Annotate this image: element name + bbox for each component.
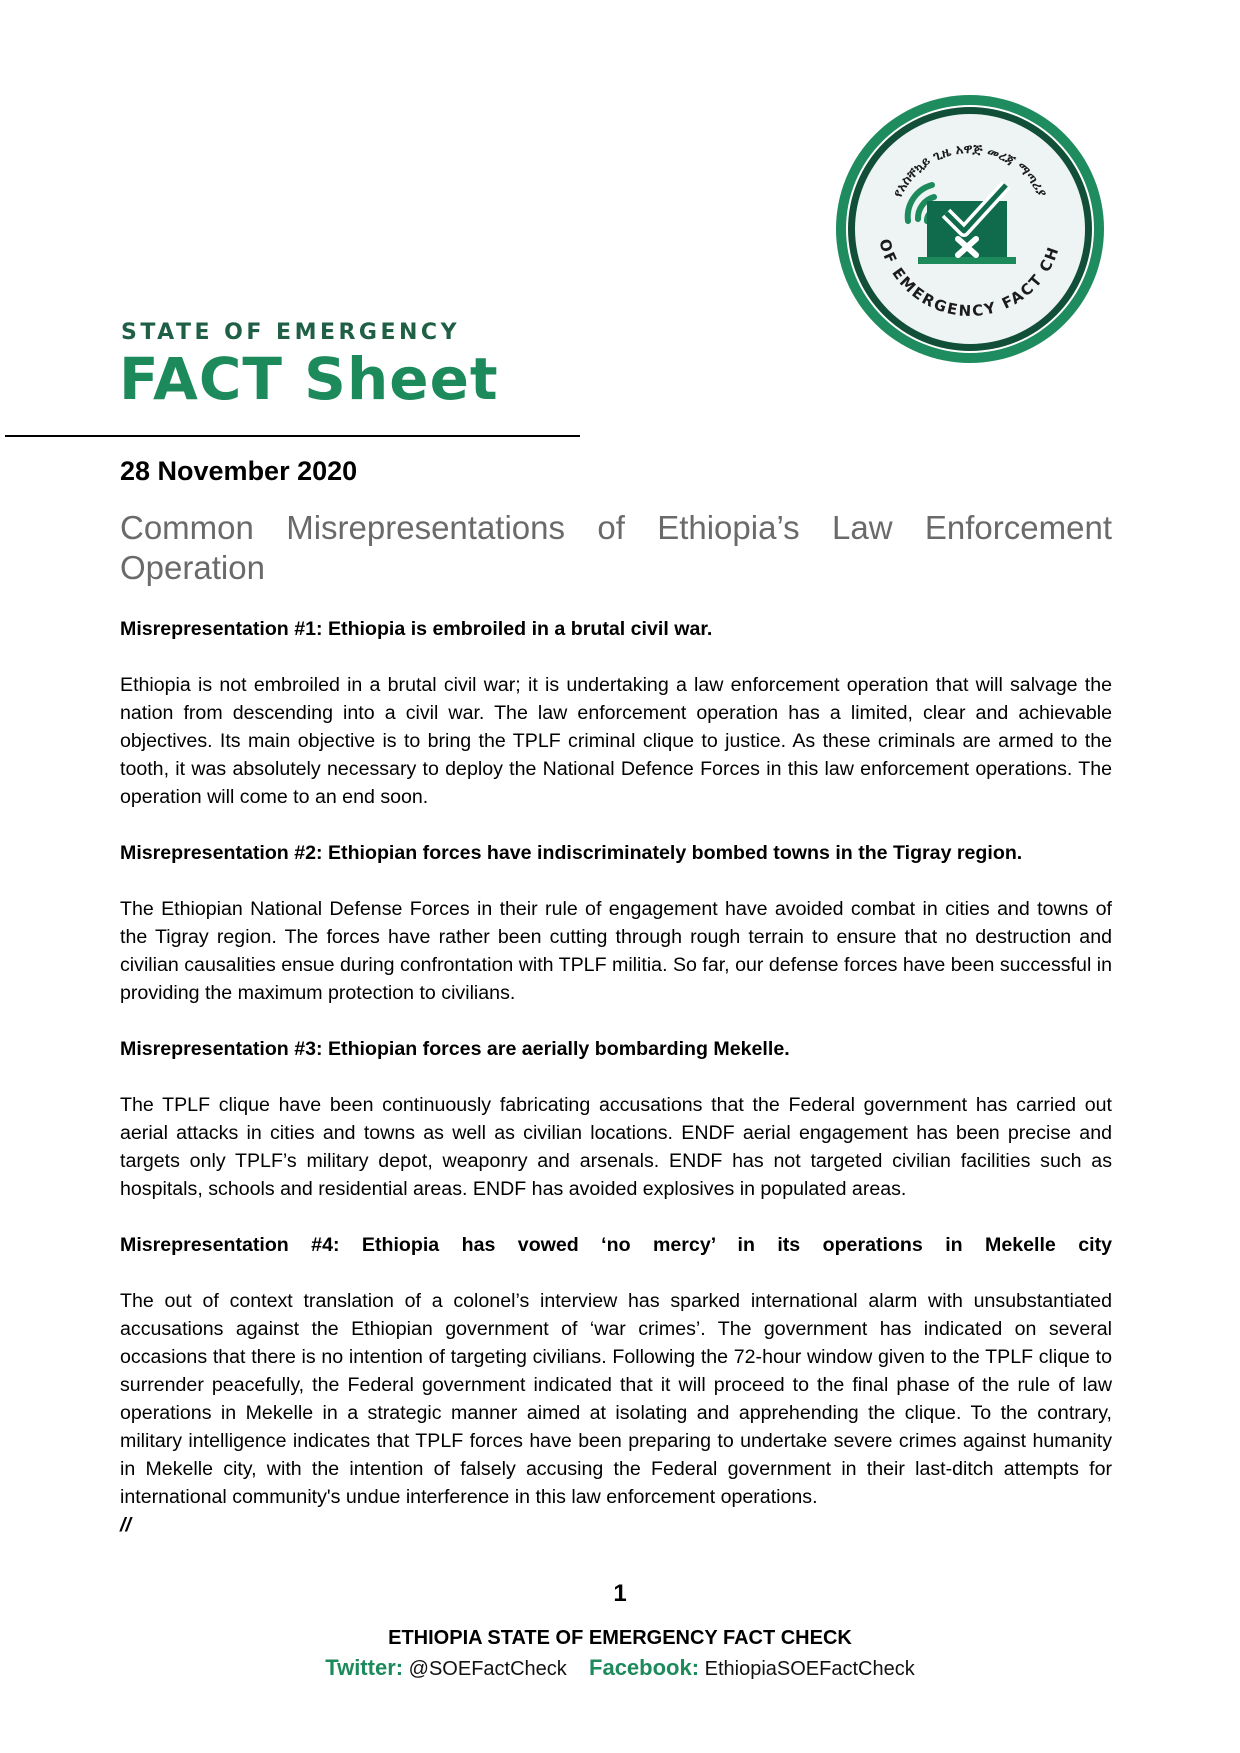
- section-body: The out of context translation of a colonel’s interview has sparked international alarm with unsubstantiated accusations against the Ethiopian government of ‘war crimes’. The government has indicated on several occasions that there is no intention of targeting civilians. Following the 72-hour window given to the TPLF clique to surrender peacefully, the Federal government indicated that it will proceed to the final phase of the rule of law operations in Mekelle in a strategic manner aimed at isolating and apprehending the clique. To the contrary, military intelligence indicates that TPLF forces have been preparing to undertake severe crimes against humanity in Mekelle city, with the intention of falsely accusing the Federal government in their last-ditch attempts for international community's undue interference in this law enforcement operations.: [120, 1290, 1112, 1508]
- facebook-label: Facebook:: [589, 1655, 700, 1680]
- section-heading: Misrepresentation #2: Ethiopian forces have indiscriminately bombed towns in the Tigray region.: [120, 842, 1023, 864]
- page-number: 1: [613, 1580, 627, 1607]
- twitter-label: Twitter:: [325, 1655, 404, 1680]
- section-body: The TPLF clique have been continuously fabricating accusations that the Federal government has carried out aerial attacks in cities and towns as well as civilian locations. ENDF aerial engagement has been precise and targets only TPLF’s military depot, weaponry and arsenals. ENDF has not targeted civilian facilities such as hospitals, schools and residential areas. ENDF has avoided explosives in populated areas.: [120, 1094, 1112, 1200]
- header-kicker: STATE OF EMERGENCY: [121, 320, 461, 345]
- seal-amharic-text: የአስቸኳይ ጊዜ አዋጅ መረጃ ማጣሪያ: [890, 141, 1050, 200]
- footer-social: [0, 1655, 1240, 1681]
- section-heading: Misrepresentation #4: Ethiopia has vowed ‘no mercy’ in its operations in Mekelle city: [120, 1234, 1112, 1256]
- fact-checking-seal-icon: [834, 93, 1106, 365]
- section-body: Ethiopia is not embroiled in a brutal civil war; it is undertaking a law enforcement operation that will salvage the nation from descending into a civil war. The law enforcement operation has a limited, clear and achievable objectives. Its main objective is to bring the TPLF criminal clique to justice. As these criminals are armed to the tooth, it was absolutely necessary to deploy the National Defence Forces in this law enforcement operations. The operation will come to an end soon.: [120, 674, 1112, 808]
- document-date: 28 November 2020: [120, 456, 358, 486]
- twitter-handle: @SOEFactCheck: [408, 1658, 567, 1680]
- document-subtitle: Common Misrepresentations of Ethiopia’s Law Enforcement Operation: [120, 509, 1112, 586]
- header-divider: [5, 435, 580, 437]
- facebook-handle: EthiopiaSOEFactCheck: [704, 1658, 915, 1680]
- section-heading: Misrepresentation #3: Ethiopian forces are aerially bombarding Mekelle.: [120, 1038, 790, 1060]
- document-body: [120, 615, 1112, 1539]
- end-mark: //: [120, 1514, 131, 1536]
- section-heading: Misrepresentation #1: Ethiopia is embroiled in a brutal civil war.: [120, 618, 713, 640]
- page-title: FACT Sheet: [119, 345, 499, 413]
- footer-title: ETHIOPIA STATE OF EMERGENCY FACT CHECK: [388, 1627, 852, 1649]
- section-body: The Ethiopian National Defense Forces in their rule of engagement have avoided combat in cities and towns of the Tigray region. The forces have rather been cutting through rough terrain to ensure that no destruction and civilian causalities ensue during confrontation with TPLF militia. So far, our defense forces have been successful in providing the maximum protection to civilians.: [120, 898, 1112, 1004]
- seal-text: OF EMERGENCY FACT CH: [875, 237, 1063, 321]
